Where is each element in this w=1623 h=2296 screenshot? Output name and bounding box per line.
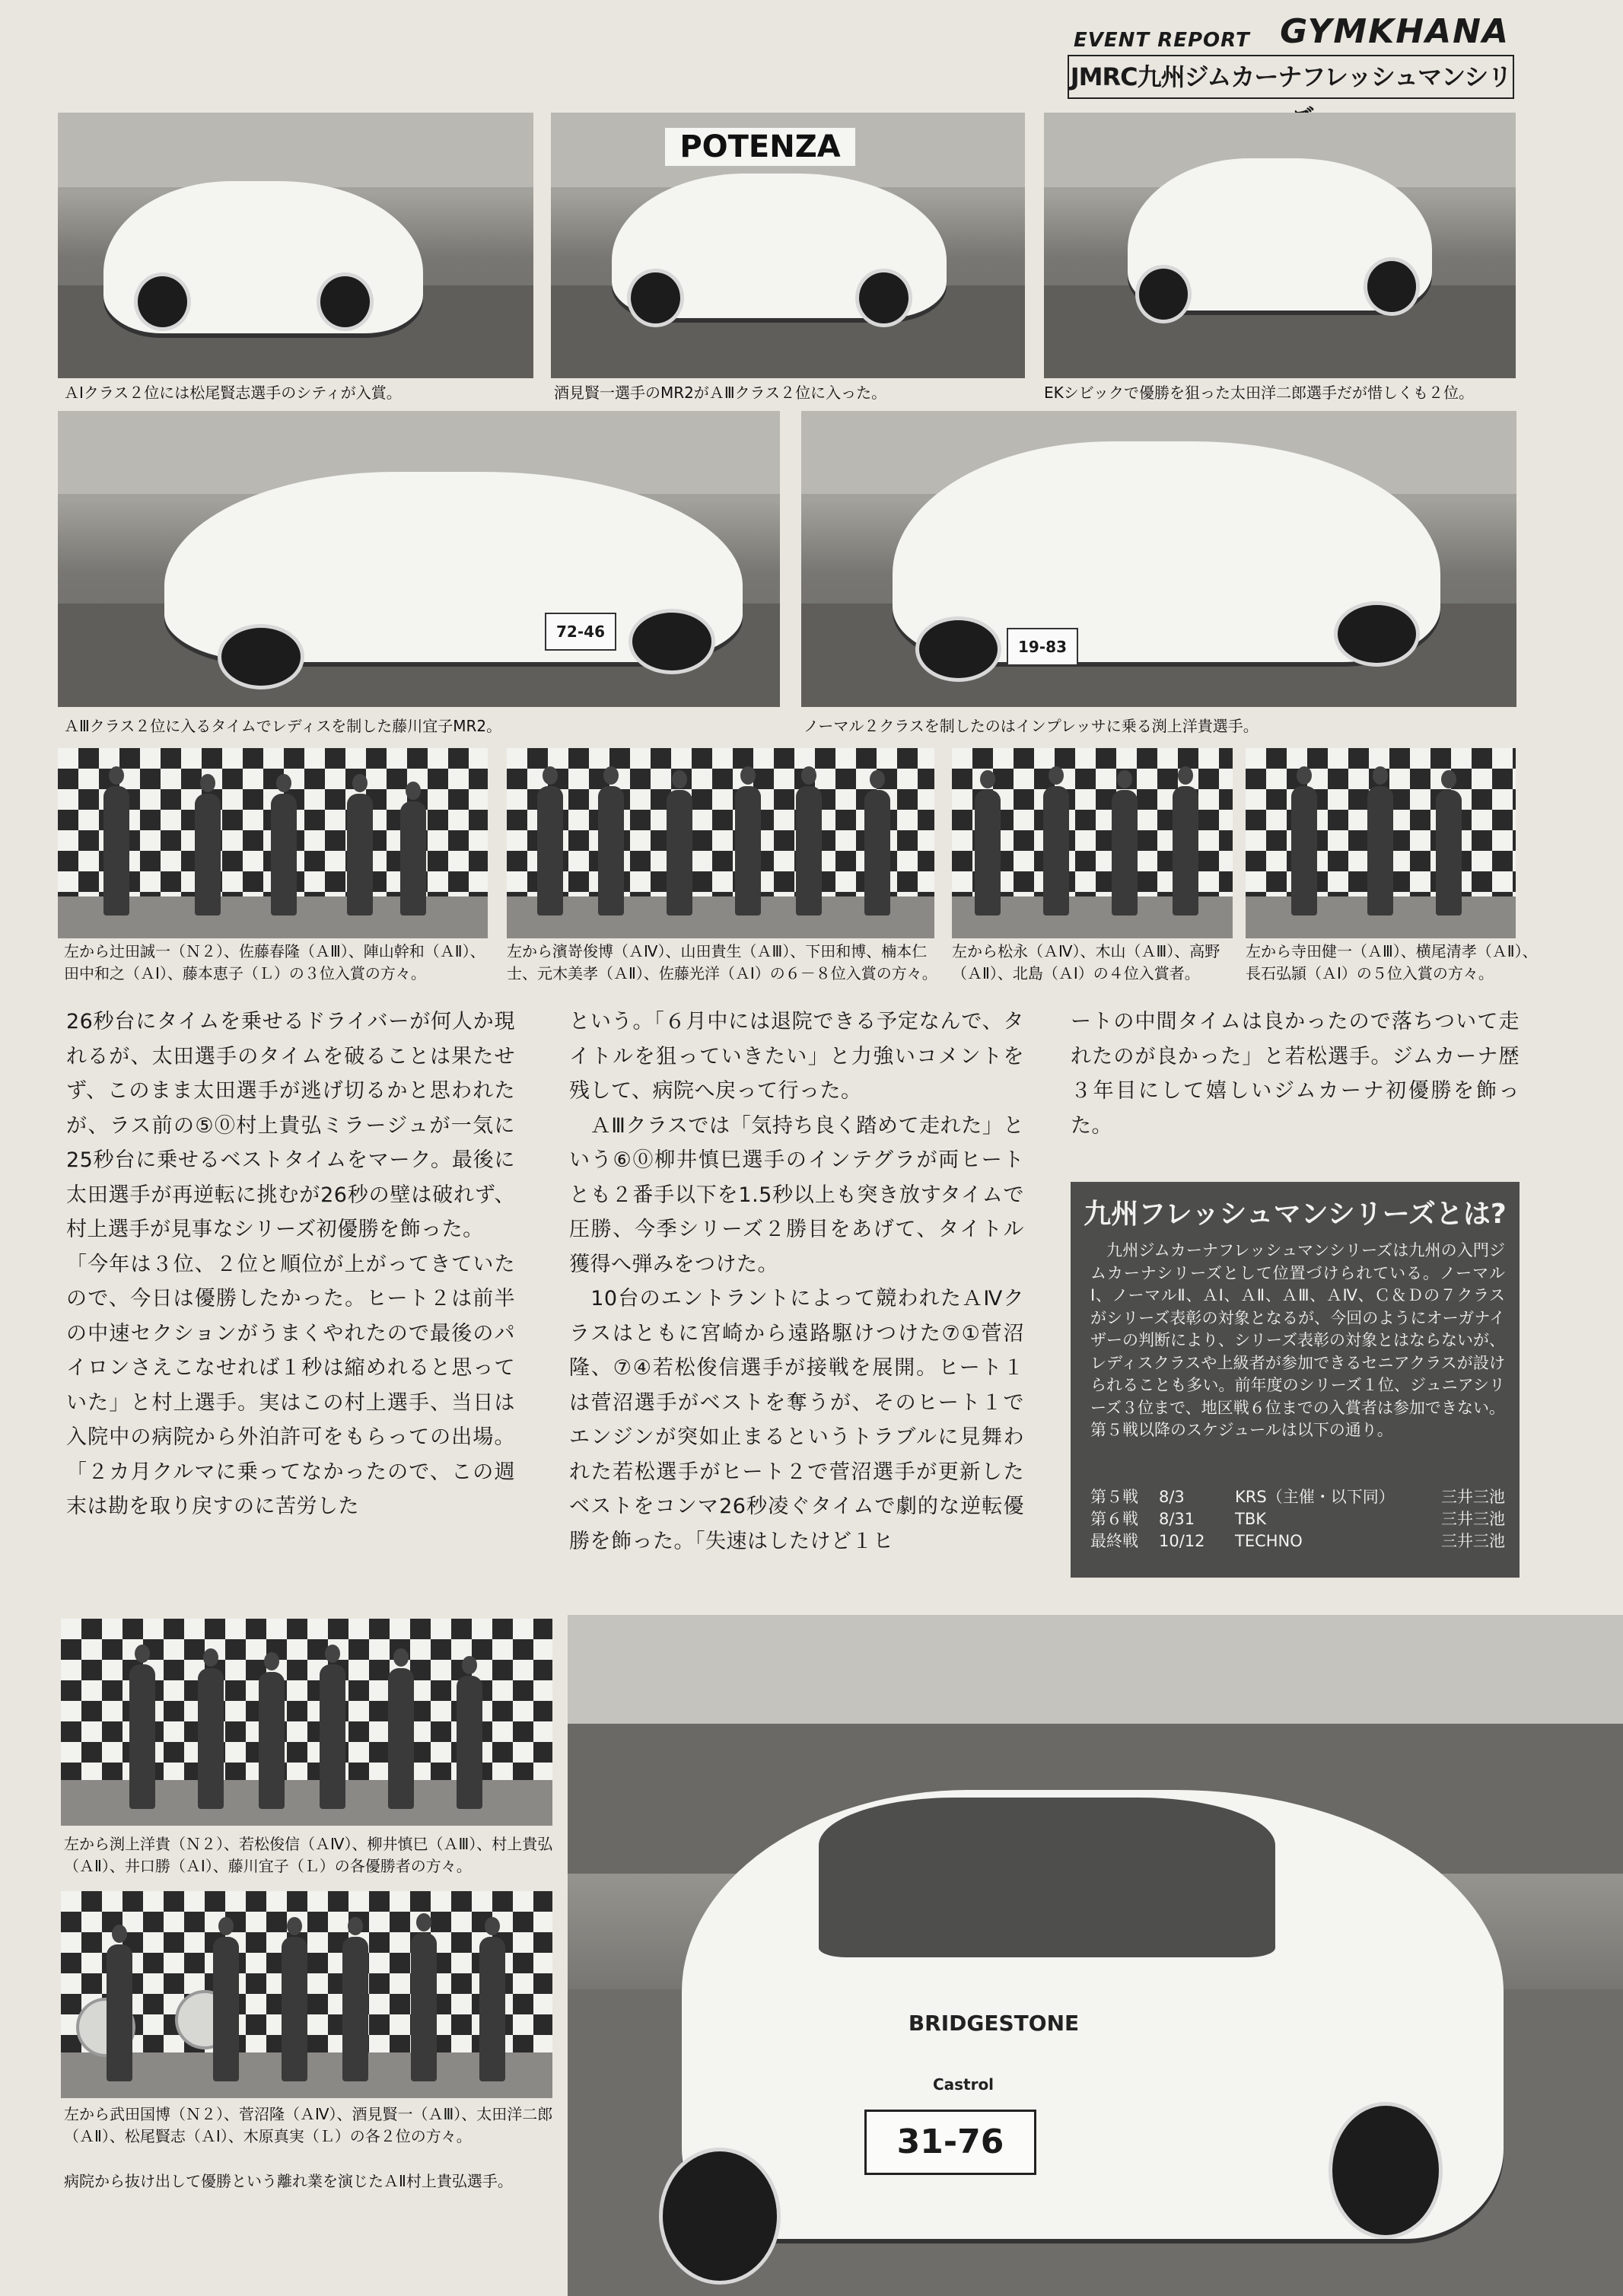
bridgestone-logo: BRIDGESTONE (908, 2011, 1080, 2036)
photo-fourth-place (952, 748, 1233, 938)
category-label: GYMKHANA (1280, 12, 1510, 51)
caption-photo-civic: EKシビックで優勝を狙った太田洋二郎選手だが惜しくも２位。 (1044, 384, 1474, 402)
photo-city (58, 113, 533, 378)
license-plate: 72-46 (545, 613, 616, 651)
photo-second-place (61, 1891, 552, 2098)
series-info-body: 九州ジムカーナフレッシュマンシリーズは九州の入門ジムカーナシリーズとして位置づけられている。ノーマルⅠ、ノーマルⅡ、ＡⅠ、ＡⅡ、ＡⅢ、ＡⅣ、Ｃ＆Ｄの７クラスがシリーズ表彰の対象となるが、今回のようにオーガナイザーの判断により、シリーズ表彰の対象とはならないが、レディスクラスや上級者が参加できるセニアクラスが設けられることも多い。前年度のシリーズ１位、ジュニアシリーズ３位まで、地区戦６位までの入賞者は参加できない。第５戦以降のスケジュールは以下の通り。 (1090, 1241, 1505, 1439)
caption-photo-city: ＡⅠクラス２位には松尾賢志選手のシティが入賞。 (64, 384, 402, 402)
photo-third-place (58, 748, 488, 938)
photo-impreza (801, 411, 1516, 707)
series-title: JMRC九州ジムカーナフレッシュマンシリ (1068, 55, 1514, 99)
caption-sixth-eighth: 左から濱嵜俊博（ＡⅣ）、山田貴生（ＡⅢ）、下田和博、楠本仁 士、元木美孝（ＡⅡ）、佐藤光洋（ＡⅠ）の６－８位入賞の方々。 (507, 942, 937, 982)
caption-second-place: 左から武田国博（Ｎ２）、菅沼隆（ＡⅣ）、酒見賢一（ＡⅢ）、太田洋二郎 （ＡⅡ）、松尾賢志（ＡⅠ）、木原真実（Ｌ）の各２位の方々。 (64, 2105, 553, 2145)
article-column-2 (569, 1005, 1024, 1559)
article-paragraph: という。「６月中には退院できる予定なんで、タイトルを狙っていきたい」と力強いコメントを残して、病院へ戻って行った。 (569, 1010, 1024, 1103)
caption-fifth-place: 左から寺田健一（ＡⅢ）、横尾清孝（ＡⅡ）、 長石弘頴（ＡⅠ）の５位入賞の方々。 (1246, 942, 1538, 982)
series-info-box (1071, 1182, 1520, 1578)
castrol-logo: Castrol (932, 2075, 994, 2094)
photo-mr2-ladies (58, 411, 780, 707)
page-header (1068, 0, 1514, 99)
schedule-round: 最終戦 (1090, 1532, 1138, 1550)
article-paragraph: ＡⅢクラスでは「気持ち良く踏めて走れた」という⑥⓪柳井慎巳選手のインテグラが両ヒートとも２番手以下を1.5秒以上も突き放すタイムで圧勝、今季シリーズ２勝目をあげて、タイトル獲得へ弾みをつけた。 (569, 1113, 1024, 1276)
article-paragraph: ートの中間タイムは良かったので落ちついて走れたのが良かった」と若松選手。ジムカーナ歴３年目にして嬉しいジムカーナ初優勝を飾った。 (1071, 1010, 1520, 1138)
header-band (1068, 0, 1514, 55)
schedule-round: 第５戦 (1090, 1488, 1138, 1506)
event-report-label: EVENT REPORT (1074, 29, 1250, 52)
photo-fifth-place (1246, 748, 1516, 938)
photo-civic (1044, 113, 1516, 378)
windshield (819, 1798, 1275, 1957)
caption-fourth-place: 左から松永（ＡⅣ）、木山（ＡⅢ）、高野 （ＡⅡ）、北島（ＡⅠ）の４位入賞者。 (952, 942, 1220, 982)
schedule-date: 8/3 (1159, 1488, 1185, 1506)
article-column-1 (66, 1005, 515, 1524)
photo-mirage-murakami (568, 1615, 1623, 2296)
caption-photo-mr2-ladies: ＡⅢクラス２位に入るタイムでレディスを制した藤川宜子MR2。 (64, 717, 502, 735)
caption-murakami: 病院から抜け出して優勝という離れ業を演じたＡⅡ村上貴弘選手。 (64, 2172, 513, 2190)
photo-mr2-sakami (551, 113, 1025, 378)
schedule-venue: 三井三池 (1441, 1488, 1505, 1506)
schedule-organizer: TECHNO (1235, 1532, 1303, 1550)
series-info-title: 九州フレッシュマンシリーズとは? (1084, 1199, 1507, 1230)
schedule-organizer: TBK (1235, 1510, 1267, 1528)
caption-photo-mr2-sakami: 酒見賢一選手のMR2がＡⅢクラス２位に入った。 (554, 384, 887, 402)
license-plate: 31-76 (864, 2110, 1036, 2175)
article-paragraph: 10台のエントラントによって競われたＡⅣクラスはともに宮崎から遠路駆けつけた⑦①菅沼隆、⑦④若松俊信選手が接戦を展開。ヒート１は菅沼選手がベストを奪うが、そのヒート１でエンジンが突如止まるというトラブルに見舞われた若松選手がヒート２で菅沼選手が更新したベストをコンマ26秒凌ぐタイムで劇的な逆転優勝を飾った。「失速はしたけど１ヒ (569, 1287, 1024, 1553)
caption-third-place: 左から辻田誠一（Ｎ２）、佐藤春隆（ＡⅢ）、陣山幹和（ＡⅡ）、 田中和之（ＡⅠ）、藤本恵子（Ｌ）の３位入賞の方々。 (64, 942, 485, 982)
license-plate: 19-83 (1007, 628, 1078, 666)
potenza-banner: POTENZA (665, 128, 855, 166)
article-paragraph: 「今年は３位、２位と順位が上がってきていたので、今日は優勝したかった。ヒート２は前半の中速セクションがうまくやれたので最後のパイロンさえこなせれば１秒は縮めれると思っていた」と村上選手。実はこの村上選手、当日は入院中の病院から外泊許可をもらっての出場。「２カ月クルマに乗ってなかったので、この週末は勘を取り戻すのに苦労した (66, 1252, 515, 1518)
schedule-date: 8/31 (1159, 1510, 1195, 1528)
photo-sixth-eighth (507, 748, 934, 938)
schedule-venue: 三井三池 (1441, 1532, 1505, 1550)
photo-winners (61, 1619, 552, 1826)
schedule-venue: 三井三池 (1441, 1510, 1505, 1528)
article-column-3 (1071, 1005, 1520, 1143)
schedule-organizer: KRS（主催・以下同） (1235, 1488, 1395, 1506)
schedule-round: 第６戦 (1090, 1510, 1138, 1528)
caption-winners: 左から渕上洋貴（Ｎ２）、若松俊信（ＡⅣ）、柳井慎巳（ＡⅢ）、村上貴弘 （ＡⅡ）、井口勝（ＡⅠ）、藤川宜子（Ｌ）の各優勝者の方々。 (64, 1835, 553, 1875)
article-paragraph: 26秒台にタイムを乗せるドライバーが何人か現れるが、太田選手のタイムを破ることは果たせず、このまま太田選手が逃げ切るかと思われたが、ラス前の⑤⓪村上貴弘ミラージュが一気に25秒台に乗せるベストタイムをマーク。最後に太田選手が再逆転に挑むが26秒の壁は破れず、村上選手が見事なシリーズ初優勝を飾った。 (66, 1010, 515, 1241)
schedule-date: 10/12 (1159, 1532, 1205, 1550)
caption-photo-impreza: ノーマル２クラスを制したのはインプレッサに乗る渕上洋貴選手。 (804, 717, 1259, 735)
